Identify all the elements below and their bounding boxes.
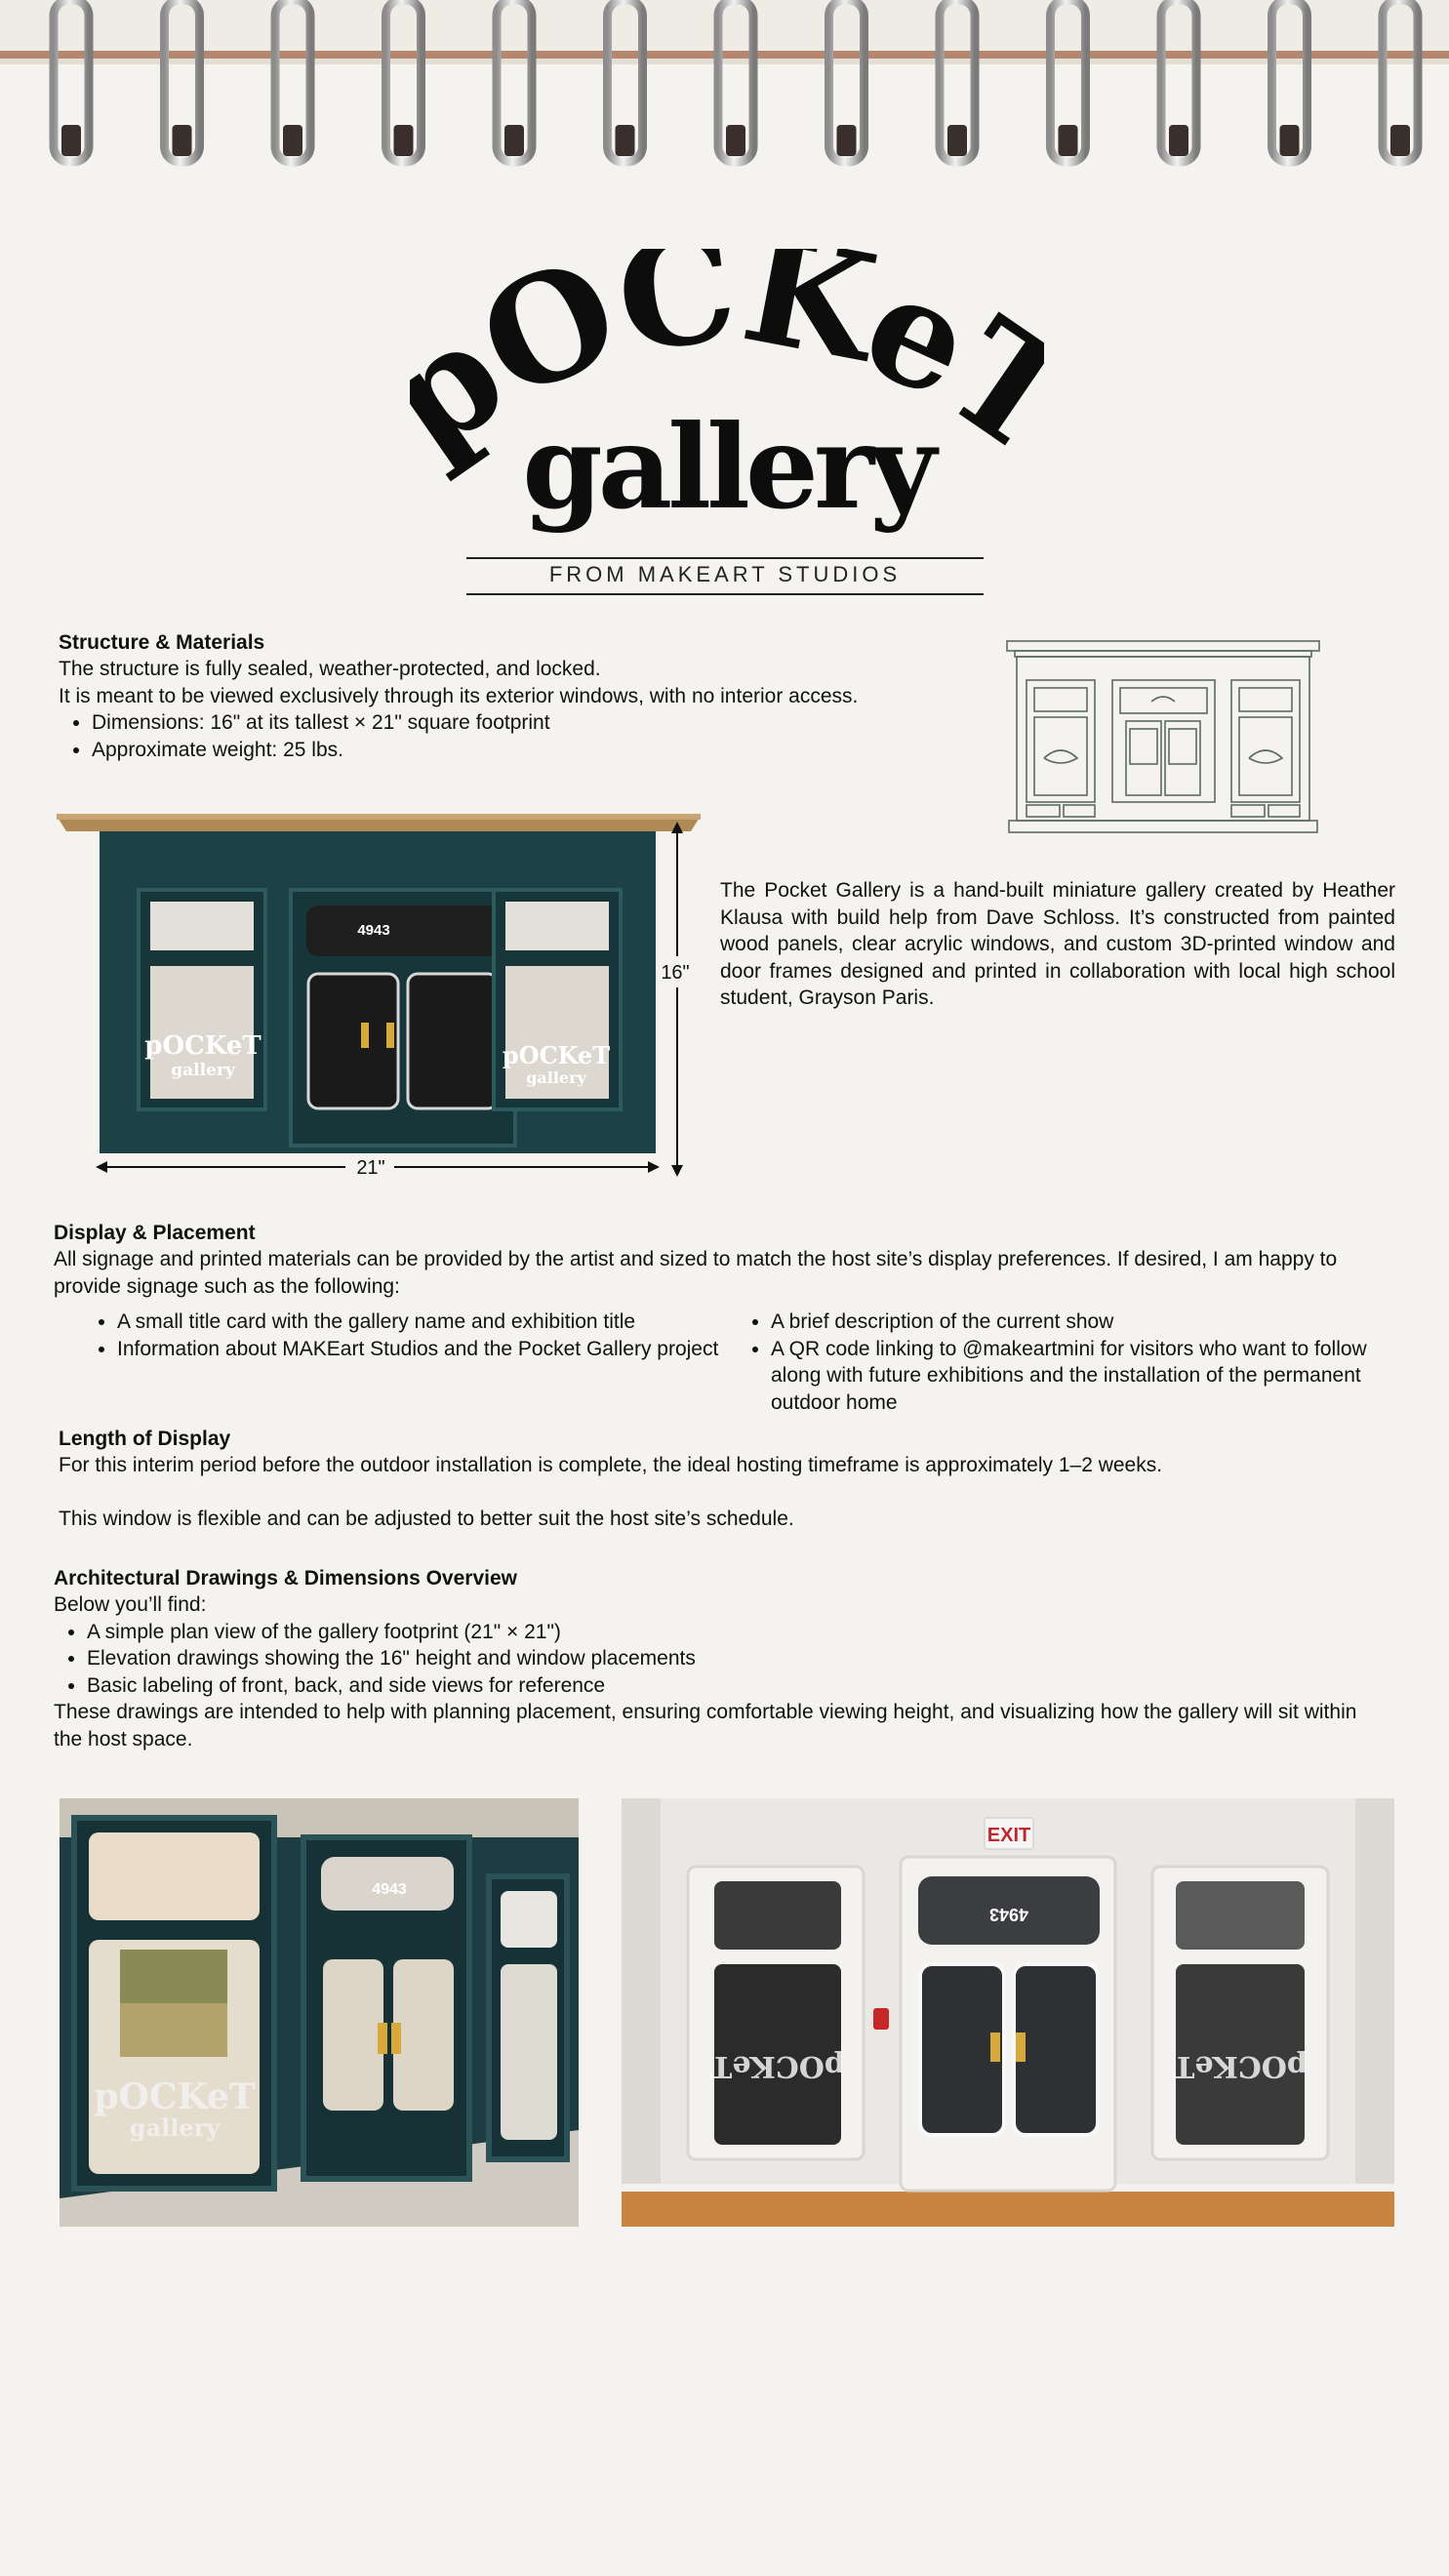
list-item: • A brief description of the current show	[771, 1308, 1415, 1336]
display-bullets-right	[738, 1308, 1415, 1416]
tagline: FROM MAKEART STUDIOS	[548, 562, 902, 586]
interior-window-logo-left: pOCKeT	[710, 2049, 845, 2083]
model-window-logo-right-sub: gallery	[526, 1068, 586, 1087]
length-heading: Length of Display	[59, 1428, 231, 1450]
elevation-sketch	[1005, 639, 1322, 839]
binding-hole	[1059, 125, 1078, 156]
binding-hole	[947, 125, 967, 156]
drawings-heading: Architectural Drawings & Dimensions Overview	[54, 1567, 517, 1590]
list-item: • Dimensions: 16" at its tallest × 21" square footprint	[92, 709, 995, 737]
height-label: 16"	[661, 962, 690, 984]
display-section	[54, 1220, 1400, 1300]
drawings-closing: These drawings are intended to help with planning placement, ensuring comfortable viewing height, and visualizing how the gallery will sit within the host space.	[54, 1701, 1357, 1751]
binding-hole	[616, 125, 635, 156]
interior-window-logo-right: pOCKeT	[1173, 2049, 1308, 2083]
structure-heading: Structure & Materials	[59, 631, 265, 654]
pocket-gallery-logo	[410, 249, 1044, 600]
photo-address: 4943	[372, 1881, 407, 1898]
display-heading: Display & Placement	[54, 1222, 256, 1244]
length-section	[59, 1426, 1405, 1532]
binding-hole	[394, 125, 414, 156]
binding-hole	[61, 125, 81, 156]
photo-gallery-exterior	[60, 1798, 579, 2227]
intro-paragraph: The Pocket Gallery is a hand-built miniature gallery created by Heather Klausa with build help from Dave Schloss. It’s constructed from painted wood panels, clear acrylic windows, and custom 3D-printed window and door frames designed and printed in collaboration with local high school student, Grayson Paris.	[720, 879, 1395, 1009]
photo-window-logo-sub: gallery	[129, 2113, 221, 2142]
logo-word-gallery: gallery	[522, 399, 932, 535]
list-item: • A simple plan view of the gallery footprint (21" × 21")	[87, 1619, 1400, 1646]
model-window-logo-right: pOCKeT	[502, 1041, 611, 1069]
width-label: 21"	[356, 1157, 385, 1179]
photo-window-logo: pOCKeT	[94, 2076, 256, 2117]
structure-bullets	[59, 709, 995, 763]
tagline-rule-top	[466, 557, 984, 559]
binding-hole	[283, 125, 302, 156]
logo-word-pocket: OCKe	[457, 249, 994, 433]
drawings-intro: Below you’ll find:	[54, 1593, 207, 1616]
binding-hole	[173, 125, 192, 156]
spiral-binding	[0, 0, 1449, 171]
structure-line-1: The structure is fully sealed, weather-protected, and locked.	[59, 658, 601, 680]
interior-address: 4943	[988, 1905, 1029, 1924]
structure-line-2: It is meant to be viewed exclusively through its exterior windows, with no interior access.	[59, 684, 859, 707]
list-item: • Information about MAKEart Studios and the Pocket Gallery project	[117, 1336, 751, 1363]
list-item: • Elevation drawings showing the 16" height and window placements	[87, 1645, 1400, 1672]
binding-hole	[837, 125, 857, 156]
list-item: • Approximate weight: 25 lbs.	[92, 737, 995, 764]
exit-sign: EXIT	[986, 1825, 1031, 1846]
spiral-binding-art	[0, 0, 1449, 171]
binding-hole	[504, 125, 524, 156]
photo-gallery-interior	[622, 1798, 1394, 2227]
binding-hole	[726, 125, 745, 156]
tagline-rule-bottom	[466, 593, 984, 595]
model-window-logo-left-sub: gallery	[171, 1061, 235, 1080]
list-item: • Basic labeling of front, back, and side views for reference	[87, 1672, 1400, 1700]
list-item: • A small title card with the gallery name and exhibition title	[117, 1308, 751, 1336]
binding-hole	[1169, 125, 1188, 156]
list-item: • A QR code linking to @makeartmini for visitors who want to follow along with future exhibitions and the installation of the permanent outdoor home	[771, 1336, 1415, 1417]
binding-hole	[1390, 125, 1410, 156]
length-line-1: For this interim period before the outdoor installation is complete, the ideal hosting timeframe is approximately 1–2 weeks.	[59, 1454, 1163, 1476]
display-bullets-left	[84, 1308, 751, 1362]
drawings-bullets	[54, 1619, 1400, 1700]
length-line-2: This window is flexible and can be adjusted to better suit the host site’s schedule.	[59, 1507, 794, 1530]
drawings-section	[54, 1565, 1400, 1752]
model-window-logo-left: pOCKeT	[144, 1031, 262, 1061]
binding-hole	[1280, 125, 1300, 156]
display-text: All signage and printed materials can be provided by the artist and sized to match the host site’s display preferences. If desired, I am happy to provide signage such as the following:	[54, 1248, 1338, 1298]
gallery-model-photo	[57, 810, 710, 1181]
structure-section	[59, 629, 995, 763]
model-address: 4943	[357, 922, 390, 939]
